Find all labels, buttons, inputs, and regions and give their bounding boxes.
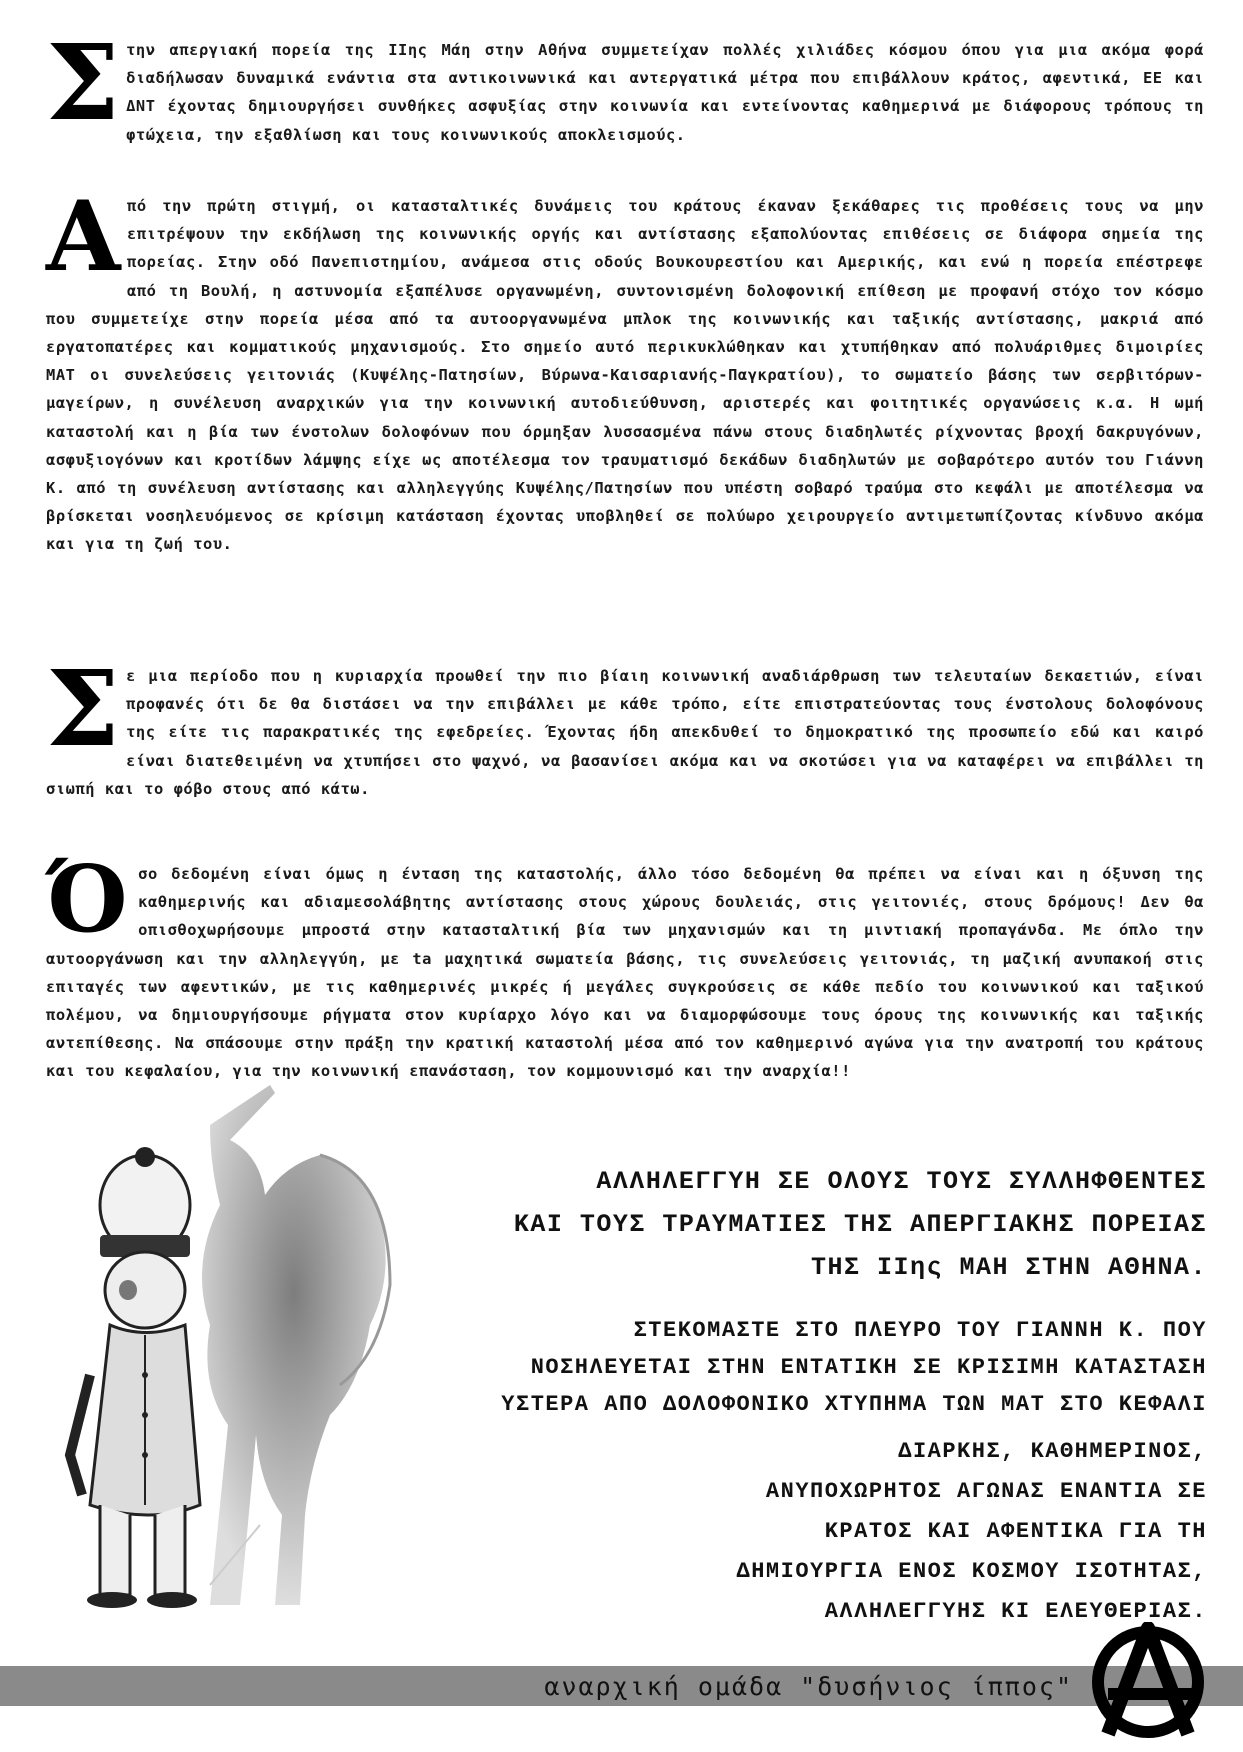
paragraph-2-text: πό την πρώτη στιγμή, οι κατασταλτικές δυνάμεις του κράτους έκαναν ξεκάθαρες τις προθέσεις τους να μην επιτρέψουν την εκδήλωση της κοινωνικής οργής και αντίστασης εξαπολύοντας επιθέσεις σε διάφορα σημεία της πορείας. Στην οδό Πανεπιστημίου, ανάμεσα στις οδούς Βουκουρεστίου και Αμερικής, και ενώ η πορεία επέστρεφε από τη Βουλή, η αστυνομία εξαπέλυσε οργανωμένη, συντονισμένη δολοφονική επίθεση με προφανή στόχο τον κόσμο που συμμετείχε στην πορεία μέσα από τα αυτοοργανωμένα μπλοκ της κοινωνικής και ταξικής αντίστασης, μακριά από εργατοπατέρες και κομματικούς μηχανισμούς. Στο σημείο αυτό περικυκλώθηκαν και χτυπήθηκαν από πολυάριθμες διμοιρίες ΜΑΤ οι συνελεύσεις γειτονιάς (Κυψέλης-Πατησίων, Βύρωνα-Καισαριανής-Παγκρατίου), το σωματείο βάσης των σερβιτόρων-μαγείρων, η συνέλευση αναρχικών για την κοινωνική αυτοδιεύθυνση, αριστερές και φοιτητικές οργανώσεις κ.α. Η ωμή καταστολή και η βία των ένστολων δολοφόνων που όρμηξαν λυσσασμένα πάνω στους διαδηλωτές ρίχνοντας βροχή δακρυγόνων, ασφυξιογόνων και κροτίδων λάμψης είχε ως αποτέλεσμα τον τραυματισμό δεκάδων διαδηλωτών με σοβαρότερο αυτόν του Γιάννη Κ. από τη συνέλευση αντίστασης και αλληλεγγύης Κυψέλης/Πατησίων που υπέστη σοβαρό τραύμα στο κεφάλι με αποτέλεσμα να βρίσκεται νοσηλευόμενος σε κρίσιμη κατάσταση έχοντας υποβληθεί σε πολύωρο χειρουργείο αντιμετωπίζοντας κίνδυνο ακόμα και για τη ζωή του. xyxy=(46,197,1204,554)
support-line: ΣΤΕΚΟΜΑΣΤΕ ΣΤΟ ΠΛΕΥΡΟ ΤΟΥ ΓΙΑΝΝΗ Κ. ΠΟΥ xyxy=(633,1318,1207,1343)
solidarity-line: ΚΑΙ ΤΟΥΣ ΤΡΑΥΜΑΤΙΕΣ ΤΗΣ ΑΠΕΡΓΙΑΚΗΣ ΠΟΡΕΙΑΣ xyxy=(513,1210,1207,1239)
paragraph-1 xyxy=(46,21,1204,149)
struggle-line: ΔΙΑΡΚΗΣ, ΚΑΘΗΜΕΡΙΝΟΣ, xyxy=(898,1439,1207,1464)
paragraph-4 xyxy=(46,845,1204,1086)
paragraph-4-text: σο δεδομένη είναι όμως η ένταση της καταστολής, άλλο τόσο δεδομένη θα πρέπει να είναι και η όξυνση της καθημερινής και αδιαμεσολάβητης αντίστασης στους χώρους δουλειάς, στις γειτονιές, στους δρόμους! Δεν θα οπισθοχωρήσουμε μπροστά στην κατασταλτική βία των μηχανισμών και τη μιντιακή προπαγάνδα. Με όπλο την αυτοοργάνωση και την αλληλεγγύη, με ta μαχητικά σωματεία βάσης, τις συνελεύσεις γειτονιάς, τη μαζική ανυπακοή στις επιταγές των αφεντικών, με τις καθημερινές μικρές ή μεγάλες συγκρούσεις σε κάθε πεδίο του κοινωνικού και ταξικού πολέμου, να δημιουργήσουμε ρήγματα στον κυρίαρχο λόγο και να διαμορφώσουμε τους όρους της κοινωνικής και ταξικής αντεπίθεσης. Να σπάσουμε στην πράξη την κρατική καταστολή μέσα από τον καθημερινό αγώνα για την ανατροπή του κράτους και του κεφαλαίου, για την κοινωνική επανάσταση, τον κομμουνισμό και την αναρχία!! xyxy=(46,865,1204,1081)
solidarity-line: ΤΗΣ ΙΙης ΜΑΗ ΣΤΗΝ ΑΘΗΝΑ. xyxy=(810,1253,1207,1282)
struggle-line: ΑΝΥΠΟΧΩΡΗΤΟΣ ΑΓΩΝΑΣ ΕΝΑΝΤΙΑ ΣΕ xyxy=(765,1479,1207,1504)
drop-cap-sigma-2: Σ xyxy=(46,647,121,770)
drop-cap-omicron: Ό xyxy=(46,845,129,953)
paragraph-3-text: ε μια περίοδο που η κυριαρχία προωθεί την πιο βίαιη κοινωνική αναδιάρθρωση των τελευταίων δεκαετιών, είναι προφανές ότι δε θα διστάσει να την επιβάλλει με κάθε τρόπο, είτε επιστρατεύοντας τους ένστολους δολοφόνους της είτε τις παρακρατικές της εφεδρείες. Έχοντας ήδη απεκδυθεί το δημοκρατικό της προσωπείο εδώ και καιρό είναι διατεθειμένη να χτυπήσει στο ψαχνό, να βασανίσει ακόμα και να σκοτώσει για να καταφέρει να επιβάλλει τη σιωπή και το φόβο στους από κάτω. xyxy=(46,667,1204,798)
drop-cap-alpha: Α xyxy=(46,180,122,293)
paragraph-1-text: την απεργιακή πορεία της ΙΙης Μάη στην Αθήνα συμμετείχαν πολλές χιλιάδες κόσμου όπου για μια ακόμα φορά διαδήλωσαν δυναμικά ενάντια στα αντικοινωνικά και αντεργατικά μέτρα που επιβάλλουν κράτος, αφεντικά, ΕΕ και ΔΝΤ έχοντας δημιουργήσει συνθήκες ασφυξίας στην κοινωνία και εντείνοντας καθημερινά με διάφορους τρόπους τη φτώχεια, την εξαθλίωση και τους κοινωνικούς αποκλεισμούς. xyxy=(126,41,1204,144)
support-slogan xyxy=(501,1312,1207,1423)
support-line: ΝΟΣΗΛΕΥΕΤΑΙ ΣΤΗΝ ΕΝΤΑΤΙΚΗ ΣΕ ΚΡΙΣΙΜΗ ΚΑΤΑΣΤΑΣΗ xyxy=(530,1355,1207,1380)
struggle-line: ΑΛΛΗΛΕΓΓΥΗΣ ΚΙ ΕΛΕΥΘΕΡΙΑΣ. xyxy=(824,1599,1207,1624)
support-line: ΥΣΤΕΡΑ ΑΠΟ ΔΟΛΟΦΟΝΙΚΟ ΧΤΥΠΗΜΑ ΤΩΝ ΜΑΤ ΣΤΟ ΚΕΦΑΛΙ xyxy=(501,1392,1207,1417)
drop-cap-sigma: Σ xyxy=(46,21,121,144)
struggle-slogan xyxy=(737,1432,1207,1632)
struggle-line: ΚΡΑΤΟΣ ΚΑΙ ΑΦΕΝΤΙΚΑ ΓΙΑ ΤΗ xyxy=(824,1519,1207,1544)
struggle-line: ΔΗΜΙΟΥΡΓΙΑ ΕΝΟΣ ΚΟΣΜΟΥ ΙΣΟΤΗΤΑΣ, xyxy=(736,1559,1207,1584)
paragraph-3 xyxy=(46,647,1204,803)
circle-a-anarchy-icon xyxy=(1088,1622,1208,1746)
paragraph-2 xyxy=(46,180,1204,559)
solidarity-slogan xyxy=(514,1160,1207,1289)
solidarity-line: ΑΛΛΗΛΕΓΓΥΗ ΣΕ ΟΛΟΥΣ ΤΟΥΣ ΣΥΛΛΗΦΘΕΝΤΕΣ xyxy=(596,1167,1207,1196)
policeman-shadow-illustration xyxy=(60,1085,480,1659)
group-signature: αναρχική ομάδα "δυσήνιος ίππος" xyxy=(544,1672,1073,1701)
